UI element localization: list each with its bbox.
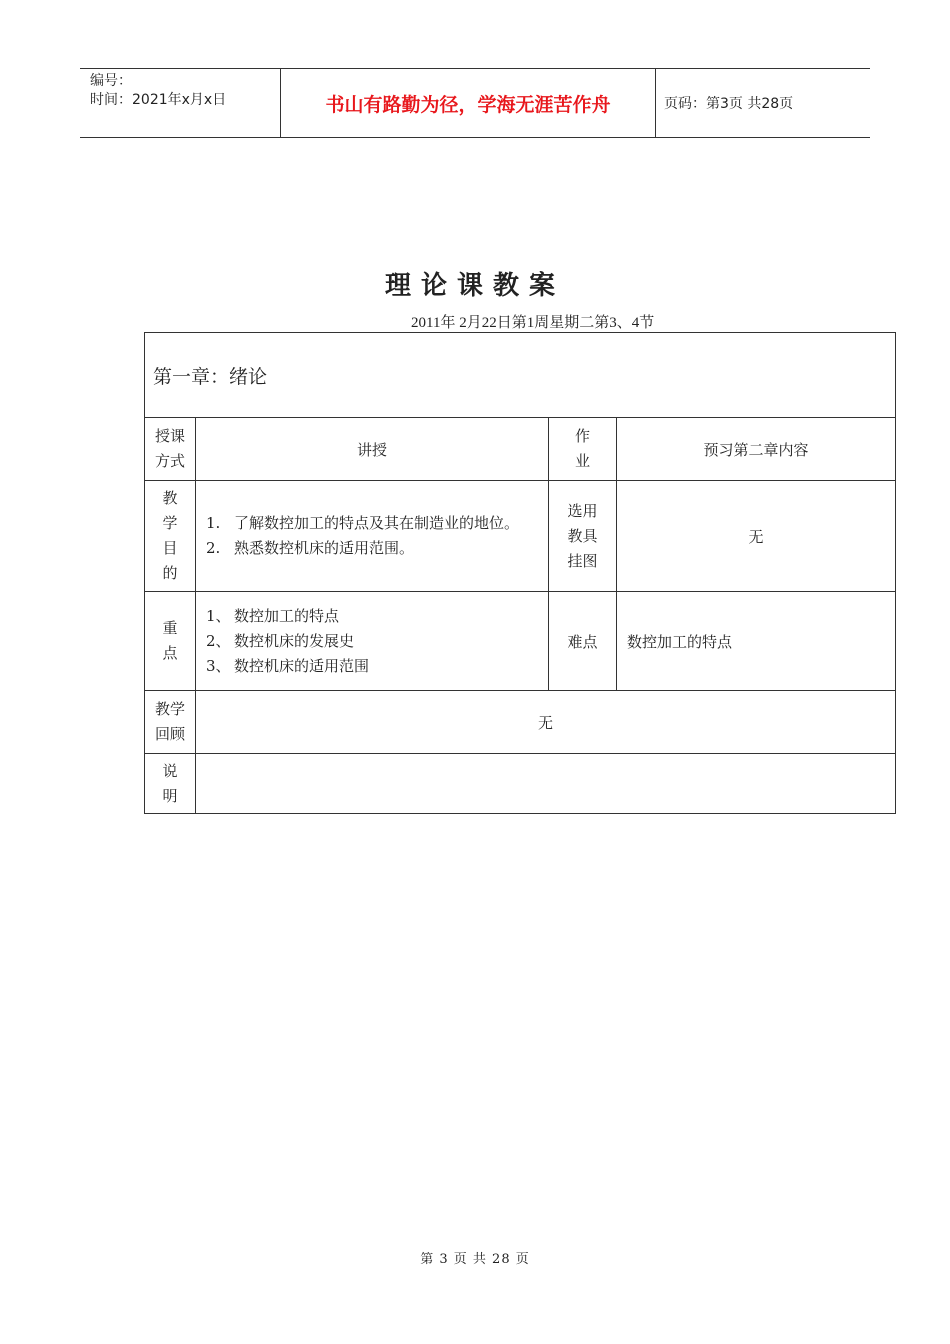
notes-value xyxy=(196,754,896,814)
lesson-plan-table xyxy=(144,332,896,814)
difficulty-value: 数控加工的特点 xyxy=(617,592,896,691)
review-label: 教学 回顾 xyxy=(145,691,196,754)
list-item: 2. 熟悉数控机床的适用范围。 xyxy=(206,539,415,557)
review-row xyxy=(145,691,896,754)
page-header xyxy=(80,68,870,138)
difficulty-label: 难点 xyxy=(549,592,617,691)
notes-label: 说 明 xyxy=(145,754,196,814)
key-label: 重 点 xyxy=(145,592,196,691)
date-line: 2011年 2月22日第1周星期二第3、4节 xyxy=(411,315,655,331)
goal-label: 教 学 目 的 xyxy=(145,481,196,592)
method-row xyxy=(145,418,896,481)
header-number: 编号： xyxy=(90,73,132,89)
goals-cell xyxy=(196,481,549,592)
aids-value: 无 xyxy=(617,481,896,592)
goals-list xyxy=(196,511,548,561)
header-page-info: 页码：第3页 共28页 xyxy=(664,96,794,112)
key-points-list xyxy=(196,604,548,679)
method-label: 授课 方式 xyxy=(145,418,196,481)
key-points-row xyxy=(145,592,896,691)
aids-label: 选用 教具 挂图 xyxy=(549,481,617,592)
chapter-row xyxy=(145,333,896,418)
list-item: 1、 数控加工的特点 xyxy=(206,606,340,625)
header-meta xyxy=(80,69,280,137)
page-footer: 第 3 页 共 28 页 xyxy=(420,1252,530,1267)
list-item: 2、 数控机床的发展史 xyxy=(206,631,355,650)
header-time: 时间：2021年x月x日 xyxy=(90,92,227,108)
goals-row xyxy=(145,481,896,592)
chapter-title: 第一章：绪论 xyxy=(145,333,896,418)
notes-row xyxy=(145,754,896,814)
homework-value: 预习第二章内容 xyxy=(617,418,896,481)
review-value: 无 xyxy=(196,691,896,754)
method-value: 讲授 xyxy=(196,418,549,481)
list-item: 1. 了解数控加工的特点及其在制造业的地位。 xyxy=(206,514,520,532)
document-title: 理论课教案 xyxy=(384,271,565,301)
header-motto: 书山有路勤为径，学海无涯苦作舟 xyxy=(280,69,656,137)
key-points-cell xyxy=(196,592,549,691)
homework-label: 作 业 xyxy=(549,418,617,481)
list-item: 3、 数控机床的适用范围 xyxy=(206,656,370,675)
